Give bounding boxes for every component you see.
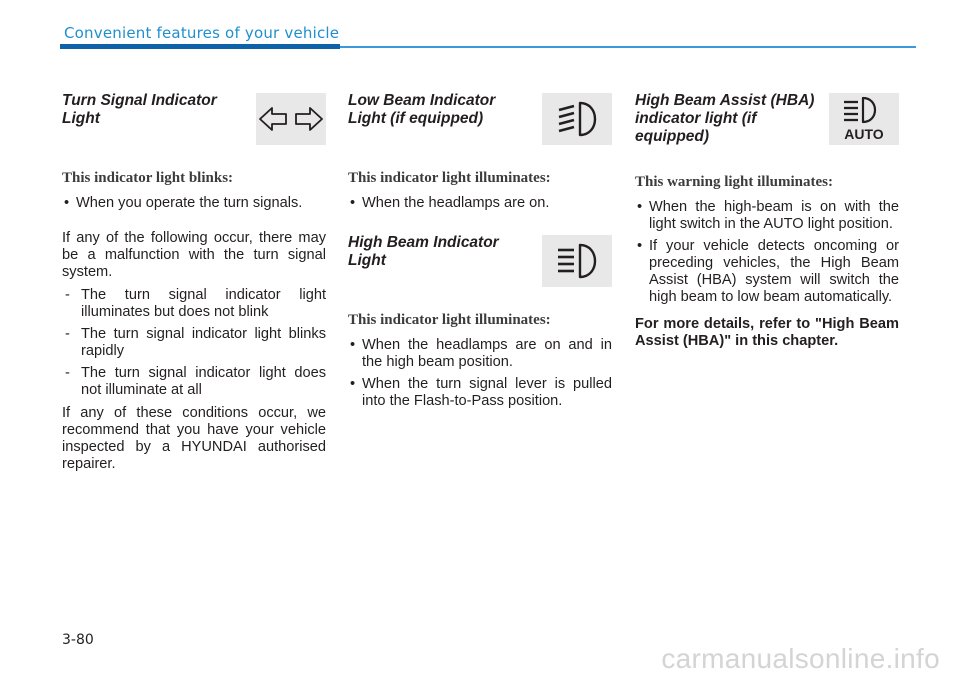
list-item: • When the turn signal lever is pulled into the Flash-to-Pass position.	[348, 376, 612, 410]
hba-lead: This warning light illuminates:	[635, 174, 833, 190]
header-rule-light	[340, 46, 916, 48]
hba-reference-note: For more details, refer to "High Beam Assist (HBA)" in this chapter.	[635, 316, 899, 349]
high-beam-bullets	[348, 337, 612, 410]
section-title: Convenient features of your vehicle	[64, 24, 340, 42]
turn-signal-conditions	[62, 287, 326, 399]
watermark: carmanualsonline.info	[661, 643, 940, 674]
low-beam-title: Low Beam Indicator Light (if equipped)	[348, 92, 496, 127]
high-beam-heading	[348, 234, 612, 288]
hba-title: High Beam Assist (HBA) indicator light (if equipped)	[635, 92, 815, 145]
hba-bullets	[635, 199, 899, 306]
turn-signal-heading	[62, 92, 326, 146]
low-beam-heading	[348, 92, 612, 146]
list-item: - The turn signal indicator light illuminates but does not blink	[62, 287, 326, 321]
list-item: - The turn signal indicator light does not illuminate at all	[62, 365, 326, 399]
turn-signal-icon	[256, 93, 326, 145]
column-3	[635, 92, 899, 350]
high-beam-title: High Beam Indicator Light	[348, 234, 499, 269]
page-number: 3-80	[62, 632, 94, 648]
column-1	[62, 92, 326, 479]
turn-signal-paragraph: If any of the following occur, there may be a malfunction with the turn signal system.	[62, 230, 326, 280]
hba-icon-label: AUTO	[844, 126, 884, 142]
list-item: • When the high-beam is on with the light switch in the AUTO light position.	[635, 199, 899, 233]
low-beam-bullets	[348, 195, 612, 212]
column-2	[348, 92, 612, 415]
turn-signal-lead: This indicator light blinks:	[62, 170, 234, 186]
list-item: • When the headlamps are on.	[348, 195, 612, 212]
turn-signal-bullets	[62, 195, 326, 212]
high-beam-icon	[542, 235, 612, 287]
high-beam-lead: This indicator light illuminates:	[348, 312, 551, 328]
low-beam-icon	[542, 93, 612, 145]
list-item: • If your vehicle detects oncoming or preceding vehicles, the High Beam Assist (HBA) system will switch the high beam to low beam automatically.	[635, 238, 899, 306]
header-rule-dark	[60, 44, 340, 49]
list-item: • When you operate the turn signals.	[62, 195, 326, 212]
list-item: - The turn signal indicator light blinks rapidly	[62, 326, 326, 360]
hba-heading	[635, 92, 899, 152]
turn-signal-title: Turn Signal Indicator Light	[62, 92, 217, 127]
list-item: • When the headlamps are on and in the high beam position.	[348, 337, 612, 371]
turn-signal-recommendation: If any of these conditions occur, we recommend that you have your vehicle inspected by a HYUNDAI authorised repairer.	[62, 405, 326, 472]
low-beam-lead: This indicator light illuminates:	[348, 170, 551, 186]
hba-icon	[829, 93, 899, 145]
